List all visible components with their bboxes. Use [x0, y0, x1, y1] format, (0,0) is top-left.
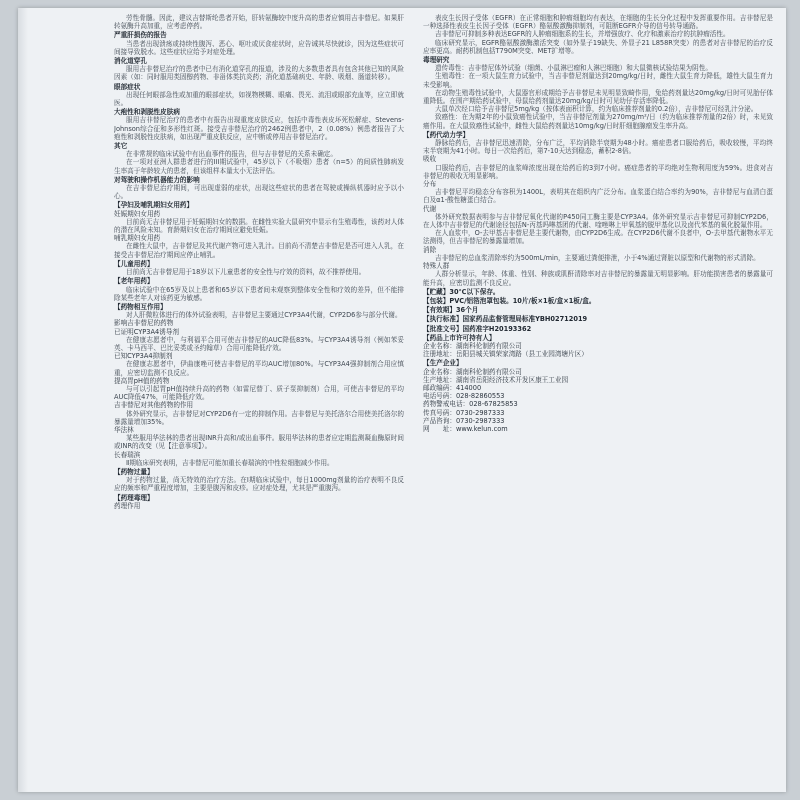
bracket-section-title: 【有效期】36个月	[423, 306, 479, 315]
section-heading: 消化道穿孔	[114, 57, 147, 66]
sub-heading: 已知CYP3A4抑制剂	[114, 352, 173, 361]
paragraph: 目前尚无吉非替尼用于妊娠期妇女的数据。在雌性实验大鼠研究中显示有生殖毒性，该药对人体的潜在风险未知。育龄期妇女在治疗期间应避免妊娠。	[114, 217, 404, 235]
sub-heading: 企业名称：湖南科伦制药有限公司	[423, 367, 522, 376]
sub-heading: 邮政编码：414000	[423, 383, 482, 392]
paragraph: 吉非替尼平均稳态分布容积为1400L，表明其在组织内广泛分布。血浆蛋白结合率约为90%，吉非替尼与血清白蛋白及α1-酸性糖蛋白结合。	[423, 188, 773, 205]
sub-heading: 网 址：www.kelun.com	[423, 424, 508, 433]
paragraph: 遗传毒性：吉非替尼体外试验（细菌、小鼠淋巴瘤和人淋巴细胞）和大鼠微核试验结果为阴性。	[435, 64, 712, 73]
sub-heading: 妊娠期妇女用药	[114, 209, 161, 218]
paragraph: 在吉非替尼治疗期间，可出现虚弱的症状，出现这些症状的患者在驾驶或操纵机器时应予以小心。	[114, 184, 404, 201]
bracket-section-title: 【贮藏】30℃以下保存。	[423, 287, 500, 296]
section-heading: 其它	[114, 142, 128, 151]
bracket-section-title: 【儿童用药】	[114, 259, 154, 268]
sub-heading: 药物警戒电话：028-67825853	[423, 400, 518, 409]
paragraph: 服用吉非替尼治疗的患者中已有消化道穿孔的报道，涉及的大多数患者具有包含其他已知的风险因素（如：同时服用类固醇药物、非甾体类抗炎药；消化道基础病史、年龄、吸烟、肠道转移）。	[114, 65, 404, 82]
sub-heading: 已证明CYP3A4诱导剂	[114, 327, 179, 336]
bracket-section-title: 【老年用药】	[114, 277, 154, 286]
paragraph: 致癌性：在为期2年的小鼠致癌性试验中，当吉非替尼剂量为270mg/m²/日（约为临床推荐剂量的2倍）时，未见致癌作用。在大鼠致癌性试验中，雌性大鼠给药剂量达10mg/kg/日时肝细胞腺瘤发生率升高。	[423, 113, 773, 130]
sub-heading: 企业名称：湖南科伦制药有限公司	[423, 341, 522, 350]
paragraph: 人群分析显示，年龄、体重、性别、种族或肌酐清除率对吉非替尼的暴露量无明显影响。肝功能损害患者的暴露量可能升高，应密切监测不良反应。	[423, 270, 773, 287]
paragraph: 体外研究数据表明参与吉非替尼氧化代谢的P450同工酶主要是CYP3A4。体外研究显示吉非替尼可抑制CYP2D6，在人体中吉非替尼的代谢途径包括N-丙基吗啉基团的代谢、喹唑啉上甲氧基的脱甲基化以及卤代苯基的氧化脱氟作用。	[423, 212, 773, 230]
paragraph: 与可以引起胃pH值持续升高的药物（如雷尼替丁、质子泵抑制剂）合用，可使吉非替尼的平均AUC降低47%，可能降低疗效。	[114, 384, 404, 402]
sub-heading: 吉非替尼对其他药物的作用	[114, 401, 194, 410]
paragraph: 服用吉非替尼治疗的患者中有报告出现重度皮肤反应，包括中毒性表皮坏死松解症、Stevens-Johnson综合征和多形性红斑。接受吉非替尼治疗的2462例患者中，2（0.08%）例患者报告了大疱性和剥脱性皮肤病，如出现严重皮肤反应，应中断或停用吉非替尼治疗。	[114, 116, 404, 141]
paragraph: 目前尚无吉非替尼用于18岁以下儿童患者的安全性与疗效的资料，故不推荐使用。	[126, 268, 366, 277]
sub-heading: 消除	[423, 245, 437, 254]
paragraph: 生殖毒性：在一项大鼠生育力试验中，当吉非替尼剂量达到20mg/kg/日时，雌性大鼠生育力降低，雄性大鼠生育力未受影响。	[423, 72, 773, 89]
paragraph: 在非常规的临床试验中有出血事件的报告，但与吉非替尼的关系未确定。	[126, 150, 337, 159]
bracket-section-title: 【包装】PVC/铝箔泡罩包装。10片/板×1板/盒×1板/盒。	[423, 296, 596, 305]
bracket-section-title: 【药理毒理】	[114, 493, 154, 502]
paragraph: 对人肝微粒体进行的体外试验表明，吉非替尼主要通过CYP3A4代谢，CYP2D6参与部分代谢。	[126, 311, 402, 320]
paragraph: 出现任何眼部急性或加重的眼部症状，如视物模糊、眼痛、畏光、流泪或眼部充血等，应立即就医。	[114, 90, 404, 108]
sub-heading: 提高胃pH值的药物	[114, 376, 170, 385]
paragraph: 临床试验中在65岁及以上患者和65岁以下患者间未观察到整体安全性和疗效的差异，但不能排除某些老年人对该药更为敏感。	[114, 285, 404, 302]
paragraph: 在一项对亚洲人群患者进行的III期试验中，45岁以下（不吸烟）患者（n=5）的间质性肺病发生率高于年龄较大的患者，但该组样本量太小无法评估。	[114, 158, 404, 175]
paragraph: 当患者出现溃疡或持续性腹泻、恶心、呕吐或厌食症状时，应告诫其尽快就诊，因为这些症状可间接导致脱水。这些症状应给予对症处理。	[114, 39, 404, 56]
paragraph: 某些服用华法林的患者出现INR升高和/或出血事件。服用华法林的患者应定期监测凝血酶原时间或INR的改变（见【注意事项】）。	[114, 434, 404, 451]
paragraph: 在健康志愿者中，与利福平合用可使吉非替尼的AUC降低83%。与CYP3A4诱导剂（例如苯妥英、卡马西平、巴比妥类或圣约翰草）合用可能降低疗效。	[114, 335, 404, 352]
paragraph: 表皮生长因子受体（EGFR）在正常细胞和肿瘤细胞均有表达，在细胞的生长分化过程中发挥重要作用。吉非替尼是一种选择性表皮生长因子受体（EGFR）酪氨酸激酶抑制剂，可阻断EGFR介导的信号转导通路。	[423, 14, 773, 31]
sub-heading: 吸收	[423, 155, 437, 164]
paragraph: 对于药物过量，尚无特效的治疗方法。在I期临床试验中，每日1000mg剂量的治疗表明不良反应的频率和严重程度增加，主要是腹泻和皮疹。应对症处理，尤其是严重腹泻。	[114, 476, 404, 493]
bracket-section-title: 【药物相互作用】	[114, 302, 167, 311]
bracket-section-title: 【药品上市许可持有人】	[423, 333, 496, 342]
paragraph: 静脉给药后，吉非替尼迅速清除，分布广泛，平均消除半衰期为48小时。癌症患者口服给药后，吸收较慢，平均终末半衰期为41小时。每日一次给药后，第7-10天达到稳态，蓄积2-8倍。	[423, 139, 773, 156]
paragraph: 口服给药后，吉非替尼的血浆峰浓度出现在给药后的3到7小时。癌症患者的平均绝对生物利用度为59%。进食对吉非替尼的吸收无明显影响。	[423, 163, 773, 180]
right-text-column	[423, 14, 773, 786]
sub-heading: 长春瑞滨	[114, 450, 141, 459]
sub-heading: 哺乳期妇女用药	[114, 234, 161, 243]
sub-heading: 特殊人群	[423, 262, 450, 271]
paragraph: 吉非替尼可抑制多种表达EGFR的人肿瘤细胞系的生长，并增强放疗、化疗和激素治疗的抗肿瘤活性。	[435, 30, 730, 39]
bracket-section-title: 毒理研究	[423, 56, 450, 65]
paragraph: 在雌性大鼠中，吉非替尼及其代谢产物可进入乳汁。目前尚不清楚吉非替尼是否可进入人乳，在接受吉非替尼治疗期间应停止哺乳。	[114, 242, 404, 259]
sub-heading: 电话号码：028-82860553	[423, 392, 505, 401]
section-heading: 对驾驶和操作机器能力的影响	[114, 175, 200, 184]
left-text-column	[114, 14, 404, 786]
paragraph: 在健康志愿者中，伊曲康唑可使吉非替尼的平均AUC增加80%。与CYP3A4强抑制剂合用应慎重，应密切监测不良反应。	[114, 360, 404, 377]
bracket-section-title: 【孕妇及哺乳期妇女用药】	[114, 201, 194, 210]
sub-heading: 华法林	[114, 425, 134, 434]
bracket-section-title: 【批准文号】国药准字H20193362	[423, 324, 532, 333]
paragraph: 体外研究显示，吉非替尼对CYP2D6有一定的抑制作用。吉非替尼与美托洛尔合用使美托洛尔的暴露量增加35%。	[114, 409, 404, 426]
bracket-section-title: 【生产企业】	[423, 359, 463, 368]
bracket-section-title: 【药物过量】	[114, 467, 154, 476]
sub-heading: 传真号码：0730-2987333	[423, 408, 505, 417]
bracket-section-title: 【执行标准】国家药品监督管理局标准YBH02712019	[423, 315, 588, 324]
sub-heading: 生产地址：湖南省岳阳经济技术开发区康王工业园	[423, 375, 569, 384]
leaflet-sheet	[18, 8, 786, 792]
paragraph: 吉非替尼的总血浆清除率约为500mL/min，主要通过粪便排泄，小于4%通过肾脏以原型和代谢物的形式清除。	[435, 253, 760, 262]
sub-heading: 药理作用	[114, 501, 141, 510]
paragraph: 临床研究显示，EGFR酪氨酸激酶激活突变（如外显子19缺失、外显子21 L858R突变）的患者对吉非替尼的治疗反应率更高。耐药机制包括T790M突变、MET扩增等。	[423, 38, 773, 55]
section-heading: 眼部症状	[114, 82, 141, 91]
sub-heading: 产品咨询：0730-2987333	[423, 416, 505, 425]
section-heading: 严重肝损伤的报告	[114, 31, 167, 40]
paragraph: 在动物生殖毒性试验中，大鼠器官形成期给予吉非替尼未见明显致畸作用，兔给药剂量达20mg/kg/日时可见胎仔体重降低。在围产期给药试验中，母鼠给药剂量达20mg/kg/日时可见幼仔存活率降低。	[423, 88, 773, 106]
section-heading: 大疱性和剥脱性皮肤病	[114, 108, 180, 117]
paper-fold-shadow	[18, 8, 28, 792]
sub-heading: 代谢	[423, 204, 437, 213]
paragraph: Ⅱ期临床研究表明，吉非替尼可能加重长春瑞滨的中性粒细胞减少作用。	[126, 458, 334, 467]
bracket-section-title: 【药代动力学】	[423, 130, 470, 139]
paragraph: 在人血浆中，O-去甲基吉非替尼是主要代谢物，由CYP2D6生成。在CYP2D6代谢不良者中，O-去甲基代谢物水平无法测得，但吉非替尼的暴露量增加。	[423, 229, 773, 246]
paragraph: 大鼠单次经口给予吉非替尼5mg/kg（按体表面积计算，约为临床推荐剂量的0.2倍），吉非替尼可经乳汁分泌。	[435, 105, 758, 114]
sub-heading: 注册地址：岳阳县城关镇荣家湾路（县工业园湾塘片区）	[423, 350, 588, 359]
paragraph: 劳性骨髓。因此，建议吉替斯纶患者开始，肝转氨酶较中度升高的患者应慎用吉非替尼。如果肝转氨酶升高加重，应考虑停药。	[114, 14, 404, 31]
sub-heading: 分布	[423, 180, 437, 189]
sub-heading: 影响吉非替尼的药物	[114, 319, 174, 328]
